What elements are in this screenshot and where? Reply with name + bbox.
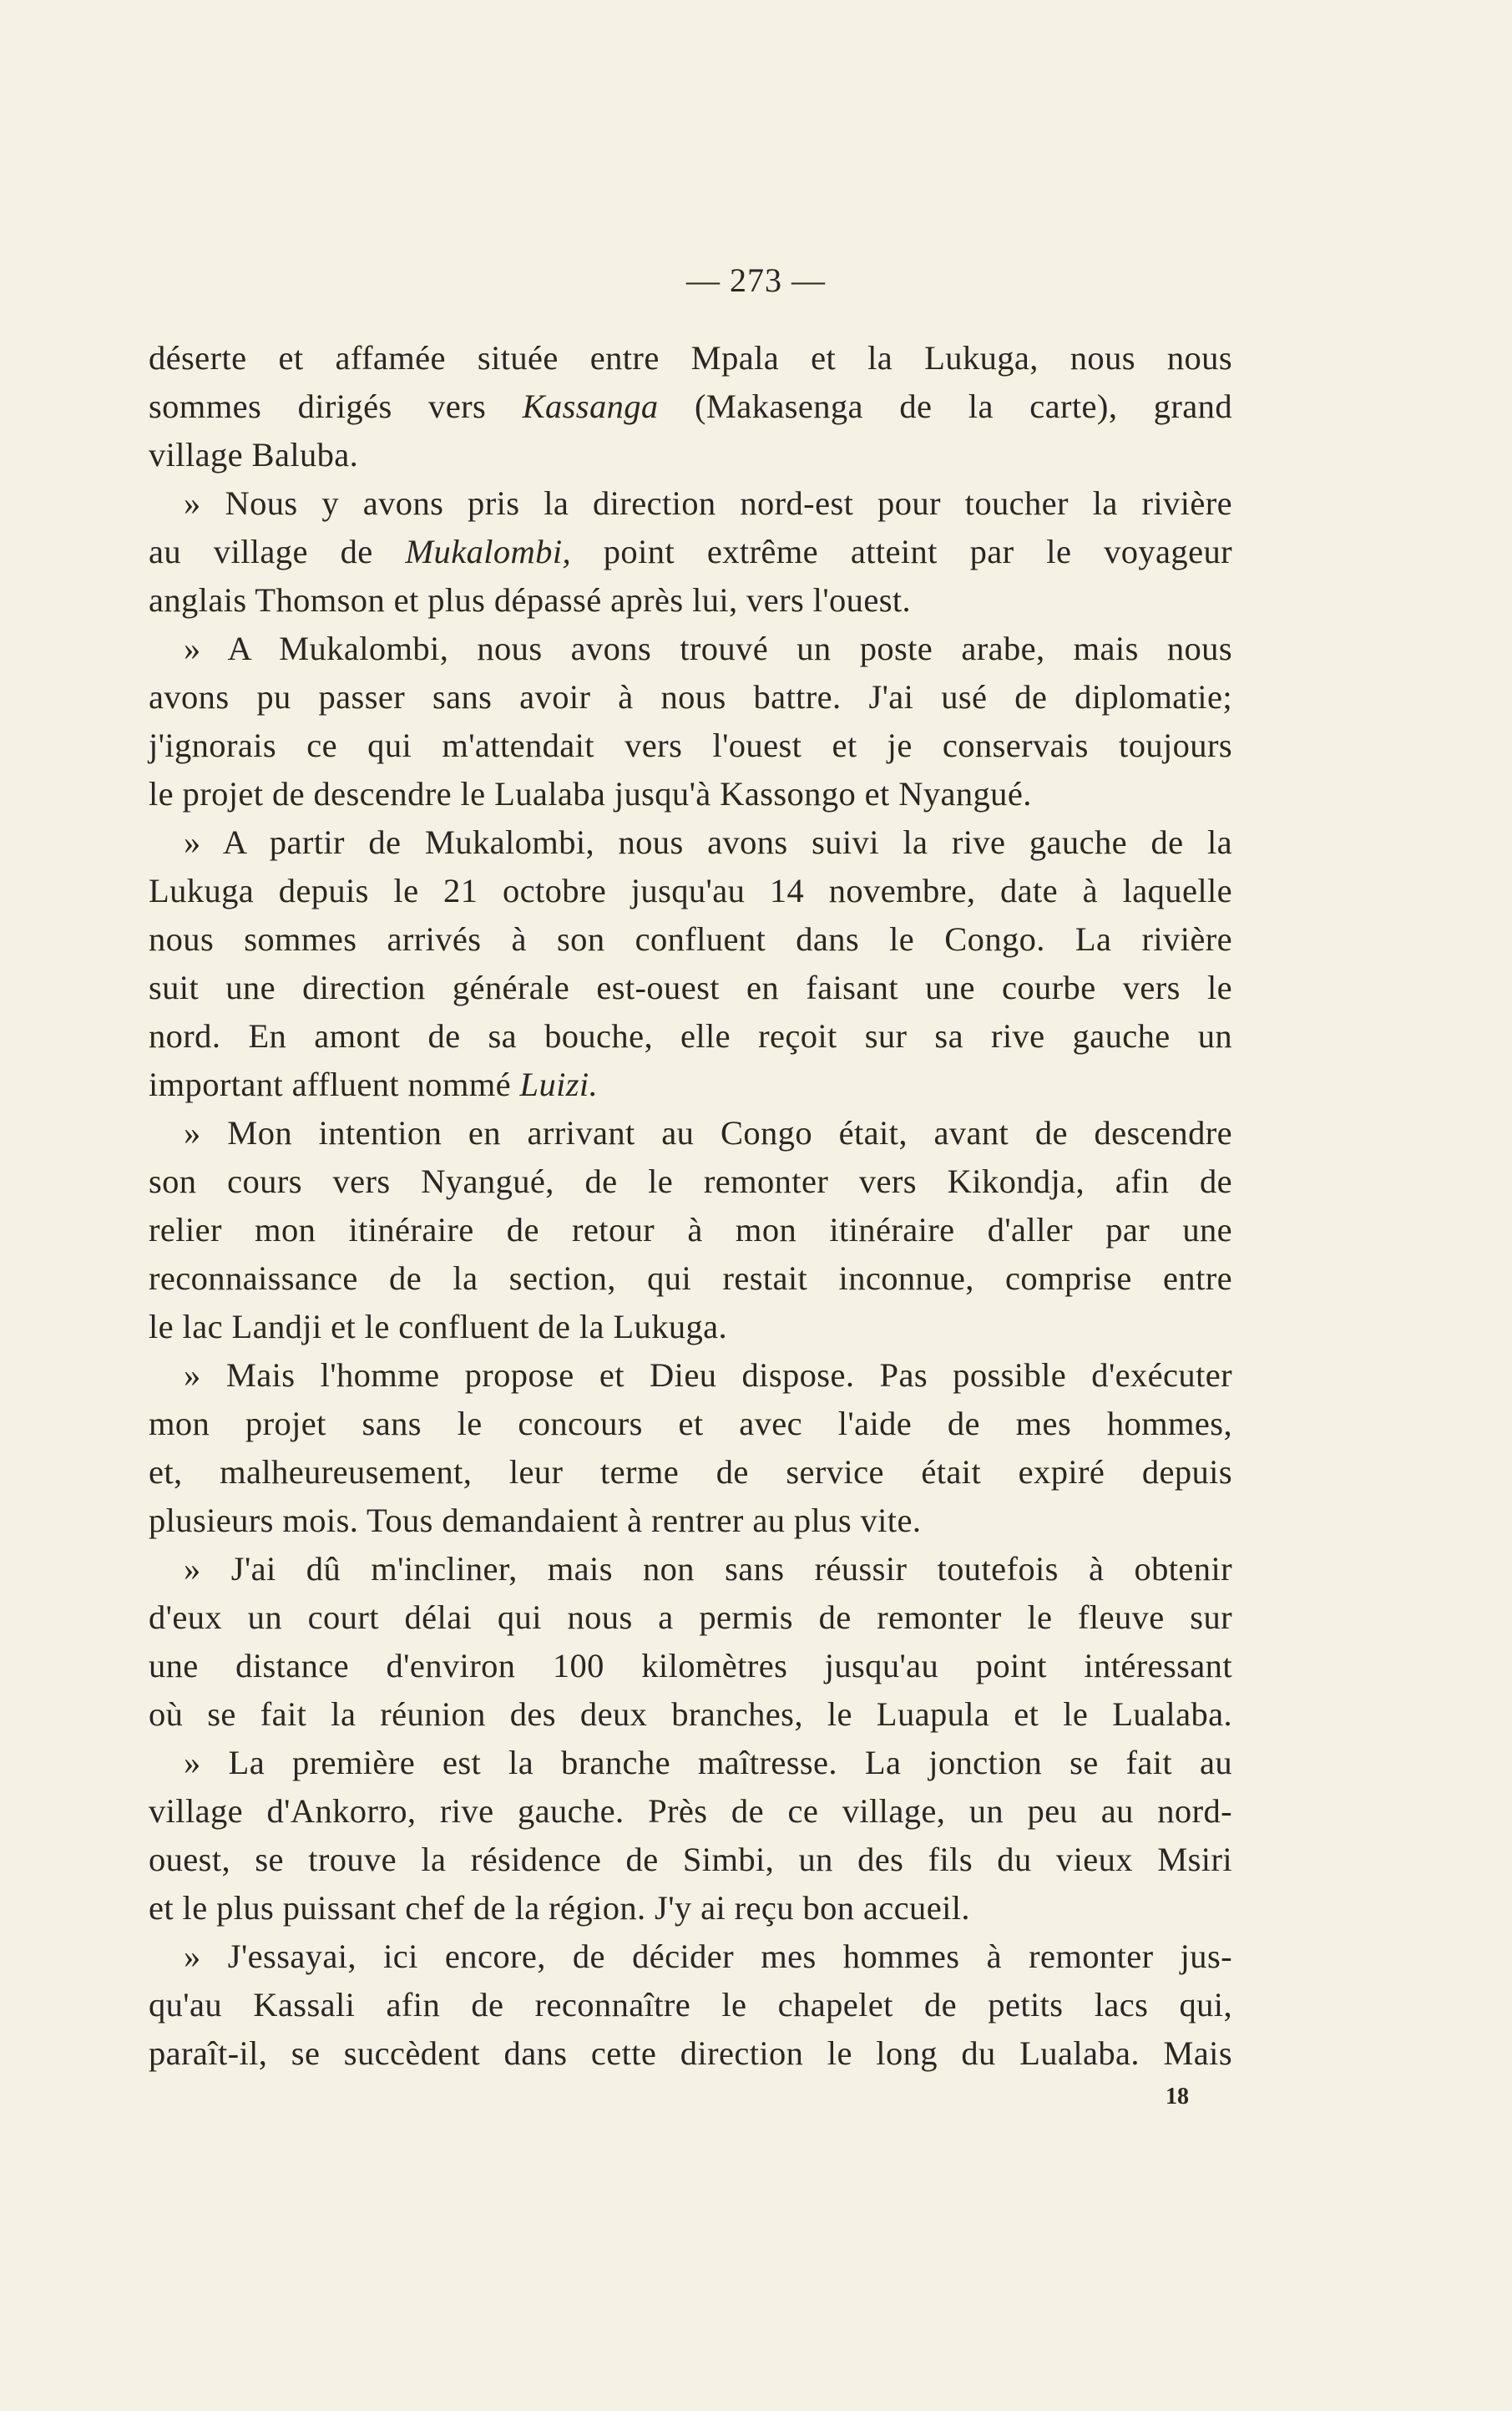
text-segment: déserte et affamée située entre Mpala et la Lukuga, nous nous bbox=[149, 339, 1232, 377]
text-line bbox=[149, 1303, 1232, 1351]
text-segment: ouest, se trouve la résidence de Simbi, un des fils du vieux Msiri bbox=[149, 1841, 1232, 1878]
text-segment: une distance d'environ 100 kilomètres jusqu'au point intéressant bbox=[149, 1647, 1232, 1684]
text-line bbox=[149, 1012, 1232, 1061]
text-segment: » J'ai dû m'incliner, mais non sans réussir toutefois à obtenir bbox=[184, 1550, 1232, 1588]
text-line bbox=[149, 1061, 1232, 1109]
text-segment: le lac Landji et le confluent de la Lukuga. bbox=[149, 1308, 728, 1345]
text-line bbox=[149, 1545, 1232, 1593]
page-number: — 273 — bbox=[686, 261, 826, 299]
text-segment: où se fait la réunion des deux branches, le Luapula et le Lualaba. bbox=[149, 1695, 1232, 1733]
text-line bbox=[149, 915, 1232, 964]
text-segment: et, malheureusement, leur terme de service était expiré depuis bbox=[149, 1453, 1232, 1491]
italic-text: Mukalombi, bbox=[405, 533, 571, 570]
text-line bbox=[149, 1593, 1232, 1642]
text-line bbox=[149, 770, 1232, 818]
text-segment: » A partir de Mukalombi, nous avons suivi la rive gauche de la bbox=[184, 823, 1232, 861]
text-line bbox=[149, 1836, 1232, 1884]
text-line bbox=[149, 1497, 1232, 1545]
text-line bbox=[149, 1690, 1232, 1739]
text-line bbox=[149, 1206, 1232, 1254]
text-line bbox=[149, 528, 1232, 576]
text-line bbox=[149, 1932, 1232, 1981]
text-segment: important affluent nommé bbox=[149, 1066, 520, 1103]
text-line bbox=[149, 1109, 1232, 1157]
text-line bbox=[149, 334, 1232, 382]
text-segment: son cours vers Nyangué, de le remonter vers Kikondja, afin de bbox=[149, 1162, 1232, 1200]
text-line bbox=[149, 673, 1232, 722]
text-segment: anglais Thomson et plus dépassé après lui, vers l'ouest. bbox=[149, 581, 912, 619]
text-segment: avons pu passer sans avoir à nous battre. J'ai usé de diplomatie; bbox=[149, 678, 1232, 716]
italic-text: Luizi. bbox=[519, 1066, 599, 1103]
text-line bbox=[149, 1884, 1232, 1932]
text-line bbox=[149, 1448, 1232, 1497]
text-line bbox=[149, 1400, 1232, 1448]
text-segment: Lukuga depuis le 21 octobre jusqu'au 14 novembre, date à laquelle bbox=[149, 872, 1232, 909]
text-segment: sommes dirigés vers bbox=[149, 387, 523, 425]
text-line bbox=[149, 818, 1232, 867]
text-segment: le projet de descendre le Lualaba jusqu'à Kassongo et Nyangué. bbox=[149, 775, 1032, 813]
text-line bbox=[149, 722, 1232, 770]
text-line bbox=[149, 1787, 1232, 1836]
text-line bbox=[149, 1254, 1232, 1303]
text-segment: nous sommes arrivés à son confluent dans le Congo. La rivière bbox=[149, 920, 1232, 958]
text-segment: » J'essayai, ici encore, de décider mes hommes à remonter jus- bbox=[184, 1937, 1232, 1975]
text-segment: nord. En amont de sa bouche, elle reçoit sur sa rive gauche un bbox=[149, 1017, 1232, 1055]
signature-mark: 18 bbox=[1166, 2084, 1189, 2110]
text-segment: (Makasenga de la carte), grand bbox=[658, 387, 1232, 425]
italic-text: Kassanga bbox=[522, 387, 659, 425]
text-segment: » La première est la branche maîtresse. La jonction se fait au bbox=[184, 1744, 1232, 1781]
text-segment: » Mais l'homme propose et Dieu dispose. Pas possible d'exécuter bbox=[184, 1356, 1232, 1394]
text-segment: village Baluba. bbox=[149, 436, 359, 474]
text-segment: d'eux un court délai qui nous a permis de remonter le fleuve sur bbox=[149, 1598, 1232, 1636]
text-segment: qu'au Kassali afin de reconnaître le chapelet de petits lacs qui, bbox=[149, 1986, 1232, 2024]
text-line bbox=[149, 1351, 1232, 1400]
text-segment: paraît-il, se succèdent dans cette direction le long du Lualaba. Mais bbox=[149, 2034, 1232, 2072]
text-line bbox=[149, 1739, 1232, 1787]
text-segment: et le plus puissant chef de la région. J'y ai reçu bon accueil. bbox=[149, 1889, 970, 1927]
text-segment: » Mon intention en arrivant au Congo était, avant de descendre bbox=[184, 1114, 1232, 1152]
text-segment: au village de bbox=[149, 533, 406, 570]
text-line bbox=[149, 431, 1232, 479]
text-segment: relier mon itinéraire de retour à mon itinéraire d'aller par une bbox=[149, 1211, 1232, 1249]
text-segment: village d'Ankorro, rive gauche. Près de ce village, un peu au nord- bbox=[149, 1792, 1232, 1830]
text-segment: » Nous y avons pris la direction nord-est pour toucher la rivière bbox=[184, 484, 1232, 522]
text-line bbox=[149, 964, 1232, 1012]
text-segment: plusieurs mois. Tous demandaient à rentrer au plus vite. bbox=[149, 1502, 922, 1539]
text-line bbox=[149, 867, 1232, 915]
text-line bbox=[149, 1981, 1232, 2029]
text-segment: suit une direction générale est-ouest en faisant une courbe vers le bbox=[149, 969, 1232, 1006]
text-line bbox=[149, 1157, 1232, 1206]
text-line bbox=[149, 625, 1232, 673]
text-line bbox=[149, 1642, 1232, 1690]
body-text bbox=[149, 334, 1232, 2078]
text-line bbox=[149, 382, 1232, 431]
text-segment: j'ignorais ce qui m'attendait vers l'ouest et je conservais toujours bbox=[149, 727, 1232, 764]
text-segment: » A Mukalombi, nous avons trouvé un poste arabe, mais nous bbox=[184, 630, 1232, 667]
text-segment: mon projet sans le concours et avec l'aide de mes hommes, bbox=[149, 1405, 1232, 1442]
text-line bbox=[149, 576, 1232, 625]
text-segment: reconnaissance de la section, qui restait inconnue, comprise entre bbox=[149, 1259, 1232, 1297]
text-segment: point extrême atteint par le voyageur bbox=[571, 533, 1232, 570]
text-line bbox=[149, 2029, 1232, 2078]
text-line bbox=[149, 479, 1232, 528]
